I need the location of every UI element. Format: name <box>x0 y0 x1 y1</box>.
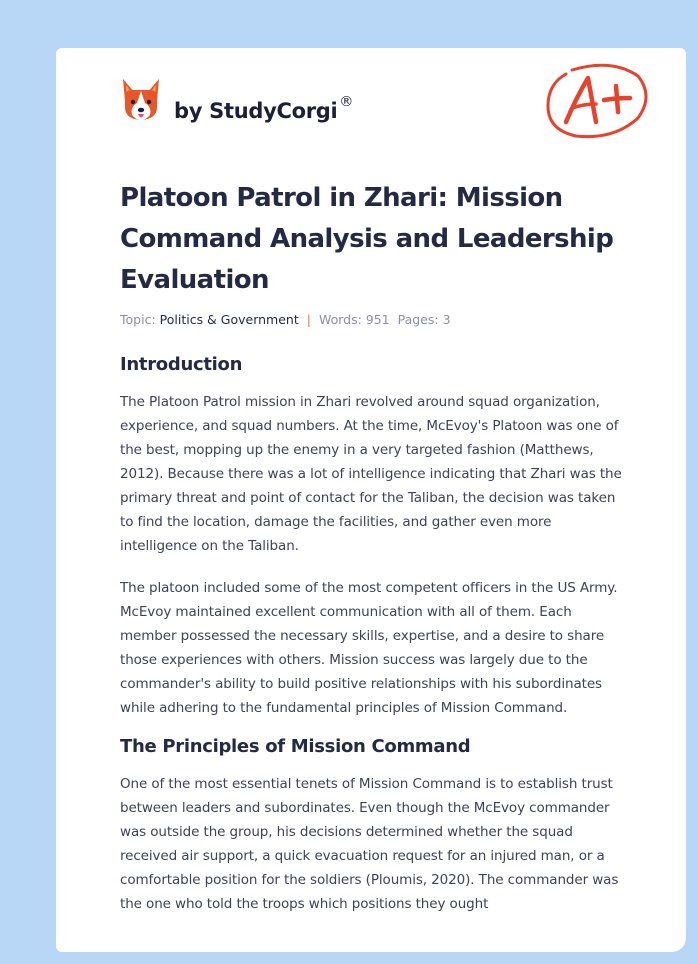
article-body <box>120 350 632 916</box>
topic-label: Topic: <box>120 312 156 327</box>
paragraph: One of the most essential tenets of Mission Command is to establish trust between leaders and subordinates. Even though the McEvoy commander was outside the group, his decisions determined whether the squad received air support, a quick evacuation request for an injured man, or a comfortable position for the soldiers (Ploumis, 2020). The commander was the one who told the troops which positions they ought <box>120 776 619 912</box>
a-plus-grade-icon <box>542 62 652 142</box>
brand-name-text: by StudyCorgi <box>174 99 338 123</box>
paragraph: The platoon included some of the most competent officers in the US Army. McEvoy maintained excellent communication with all of them. Each member possessed the necessary skills, expertise, and a desire to share those experiences with others. Mission success was largely due to the commander's ability to build positive relationships with his subordinates while adhering to the fundamental principles of Mission Command. <box>120 580 618 716</box>
corgi-icon <box>120 77 162 123</box>
paragraph: The Platoon Patrol mission in Zhari revolved around squad organization, experience, and squad numbers. At the time, McEvoy's Platoon was one of the best, mopping up the enemy in a very targeted fashion (Matthews, 2012). Because there was a lot of intelligence indicating that Zhari was the primary threat and point of contact for the Taliban, the decision was taken to find the location, damage the facilities, and gather even more intelligence on the Taliban. <box>120 394 622 554</box>
article-meta <box>120 312 451 327</box>
pages-label: Pages: <box>397 312 439 327</box>
document-page <box>56 48 686 952</box>
meta-separator: | <box>306 312 311 327</box>
section-heading-principles: The Principles of Mission Command <box>120 736 471 757</box>
header <box>120 76 650 146</box>
registered-mark: ® <box>339 94 354 110</box>
section-heading-introduction: Introduction <box>120 354 243 375</box>
article-title: Platoon Patrol in Zhari: Mission Command Analysis and Leadership Evaluation <box>120 183 614 295</box>
brand-name <box>174 94 353 123</box>
words-count: 951 <box>365 312 390 327</box>
studycorgi-logo[interactable] <box>120 76 353 123</box>
words-label: Words: <box>318 312 362 327</box>
pages-count: 3 <box>442 312 451 327</box>
topic-link[interactable]: Politics & Government <box>159 312 299 327</box>
